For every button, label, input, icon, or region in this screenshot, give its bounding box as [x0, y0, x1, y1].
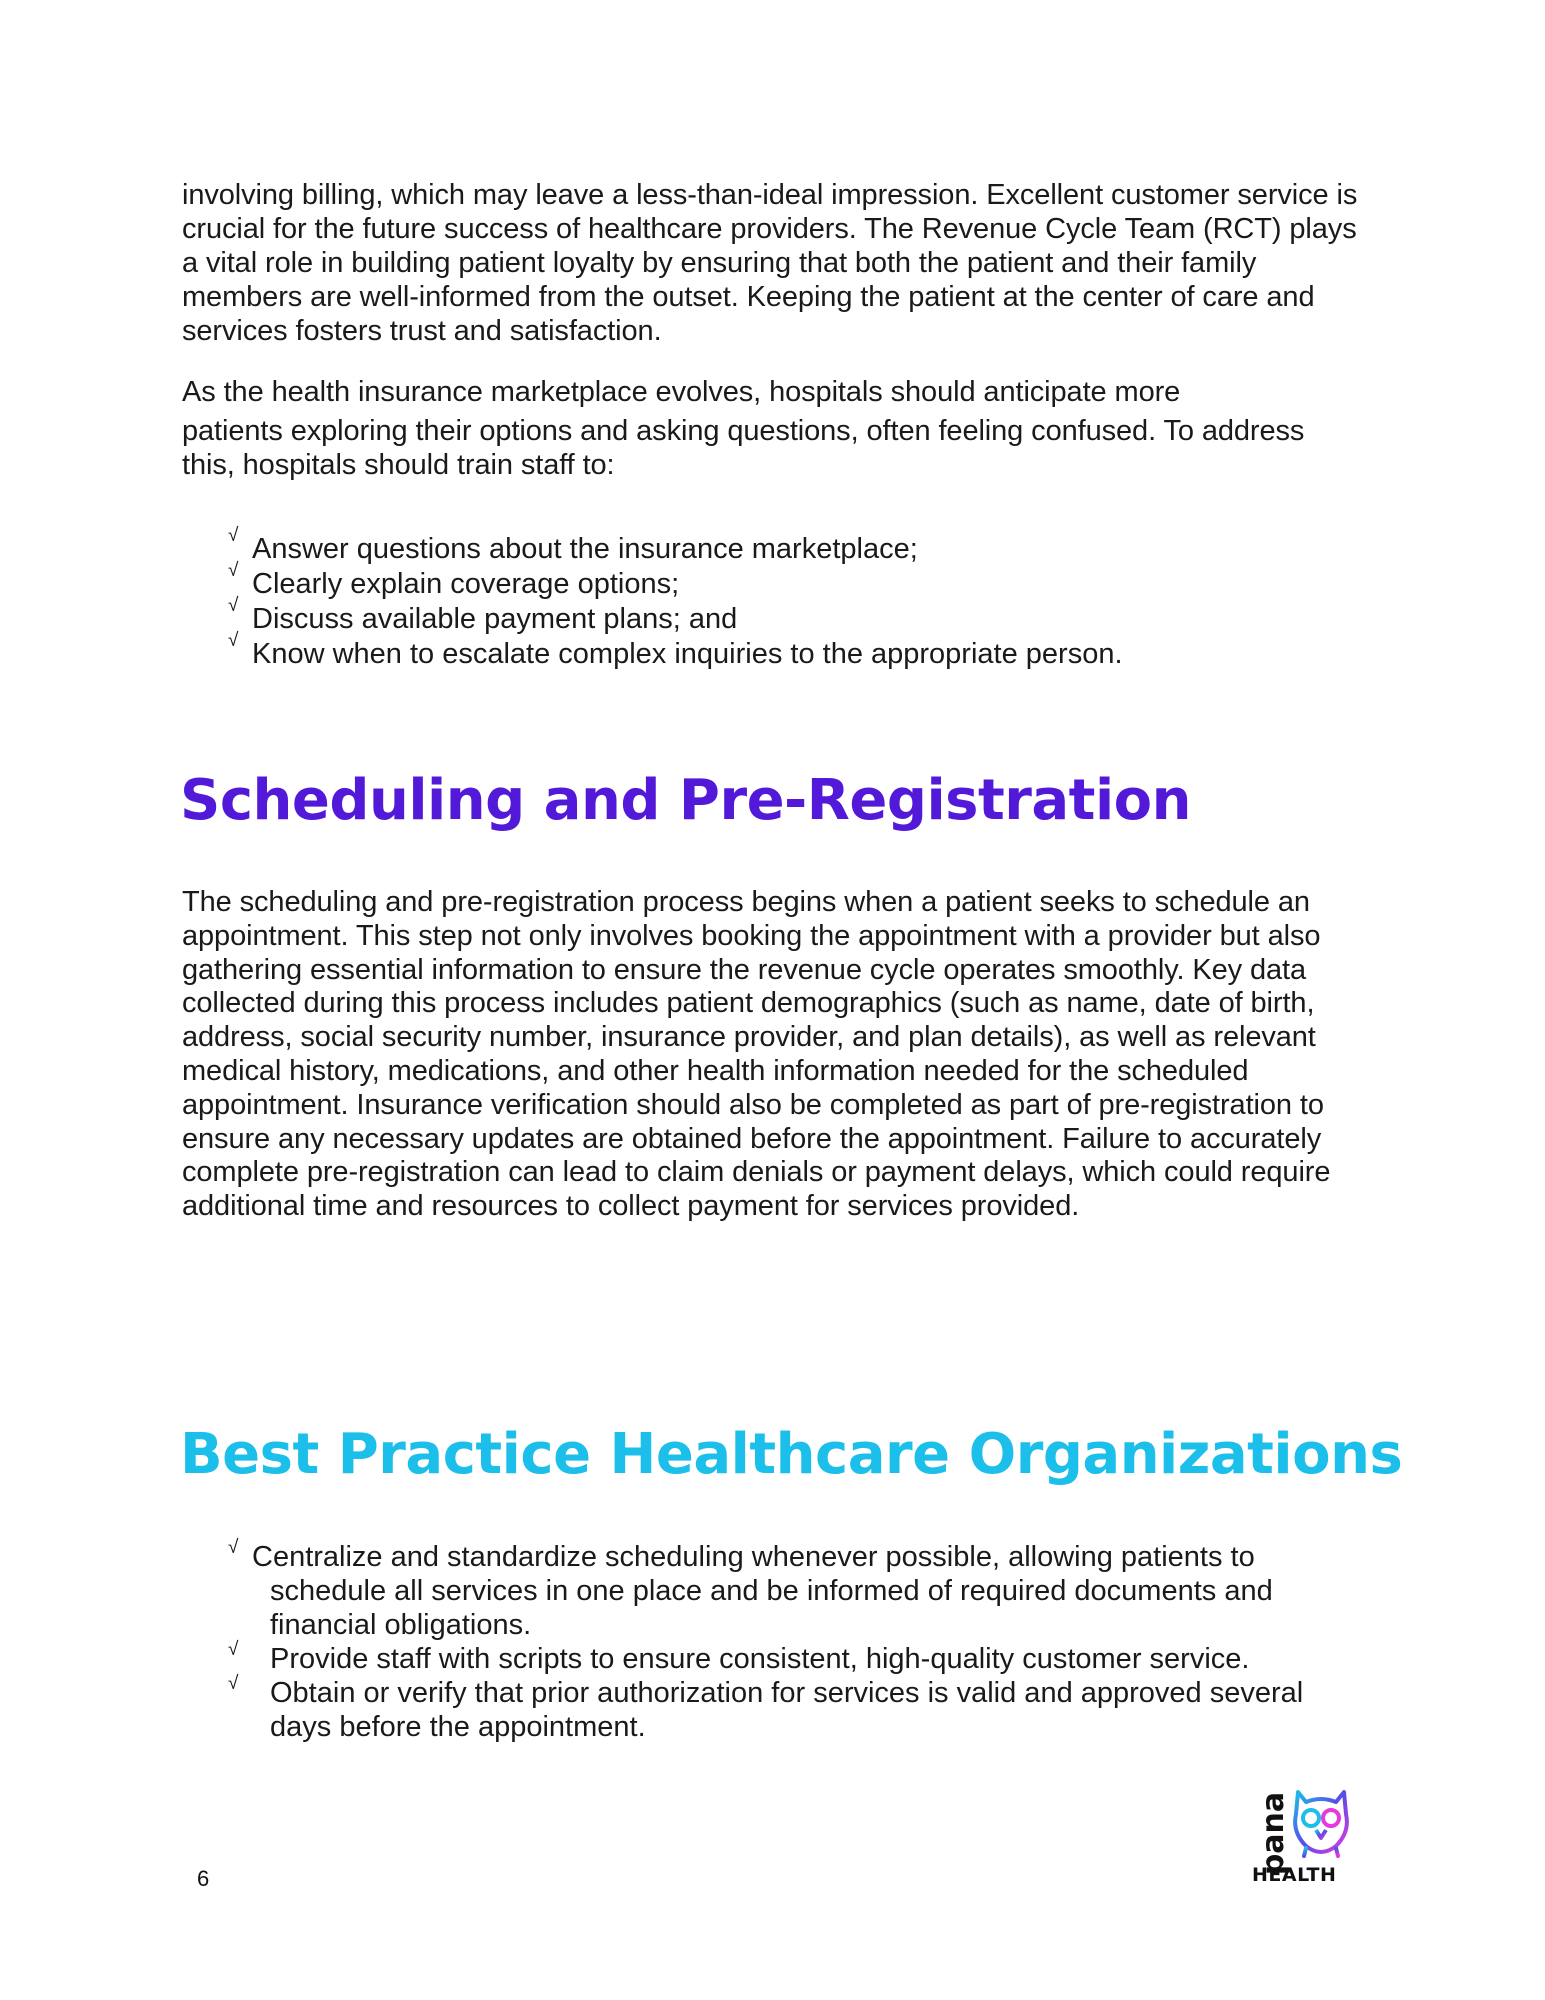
check-icon: √ [228, 560, 239, 581]
check-icon: √ [228, 525, 239, 546]
scheduling-heading: Scheduling and Pre-Registration [180, 768, 1191, 833]
list-item: √ Answer questions about the insurance marketplace; [228, 525, 918, 565]
list-item: √ Centralize and standardize scheduling whenever possible, allowing patients to schedule all services in one place and be informed of required documents and financial obligations. [228, 1537, 1273, 1641]
check-icon: √ [228, 630, 239, 651]
check-icon: √ [228, 1673, 239, 1694]
logo-health-text: HEALTH [1252, 1864, 1337, 1886]
scheduling-paragraph: The scheduling and pre-registration process begins when a patient seeks to schedule an appointment. This step not only involves booking the appointment with a provider but also gathering essential information to ensure the revenue cycle operates smoothly. Key data collected during this process includes patient demographics (such as name, date of birth, address, social security number, insurance provider, and plan details), as well as relevant medical history, medications, and other health information needed for the scheduled appointment. Insurance verification should also be completed as part of pre-registration to ensure any necessary updates are obtained before the appointment. Failure to accurately complete pre-registration can lead to claim denials or payment delays, which could require additional time and resources to collect payment for services provided. [182, 886, 1331, 1223]
intro-paragraph-2-line-1: As the health insurance marketplace evolves, hospitals should anticipate more [182, 376, 1181, 408]
check-icon: √ [228, 1537, 239, 1558]
list-item: √ Know when to escalate complex inquiries to the appropriate person. [228, 630, 1123, 670]
training-list [228, 525, 1123, 672]
intro-paragraph: involving billing, which may leave a less-than-ideal impression. Excellent customer service is crucial for the future success of healthcare providers. The Revenue Cycle Team (RCT) plays a vital role in building patient loyalty by ensuring that both the patient and their family members are well-informed from the outset. Keeping the patient at the center of care and services fosters trust and satisfaction. [182, 179, 1358, 347]
owl-icon [1290, 1788, 1352, 1860]
page-number: 6 [197, 1866, 210, 1891]
intro-paragraph-2-rest: patients exploring their options and asking questions, often feeling confused. To address this, hospitals should train staff to: [182, 415, 1305, 481]
list-item: √ Provide staff with scripts to ensure consistent, high-quality customer service. [228, 1639, 1250, 1675]
logo-wordmark: pana [1256, 1791, 1292, 1876]
check-icon: √ [228, 595, 239, 616]
check-icon: √ [228, 1639, 239, 1660]
best-practice-list [228, 1537, 1358, 1744]
intro-paragraph-2 [182, 370, 1362, 482]
list-item: √ Clearly explain coverage options; [228, 560, 680, 600]
list-item: √ Obtain or verify that prior authorization for services is valid and approved several days before the appointment. [228, 1673, 1304, 1743]
pana-health-logo [1252, 1788, 1352, 1888]
best-practice-heading: Best Practice Healthcare Organizations [180, 1422, 1403, 1487]
list-item: √ Discuss available payment plans; and [228, 595, 738, 635]
